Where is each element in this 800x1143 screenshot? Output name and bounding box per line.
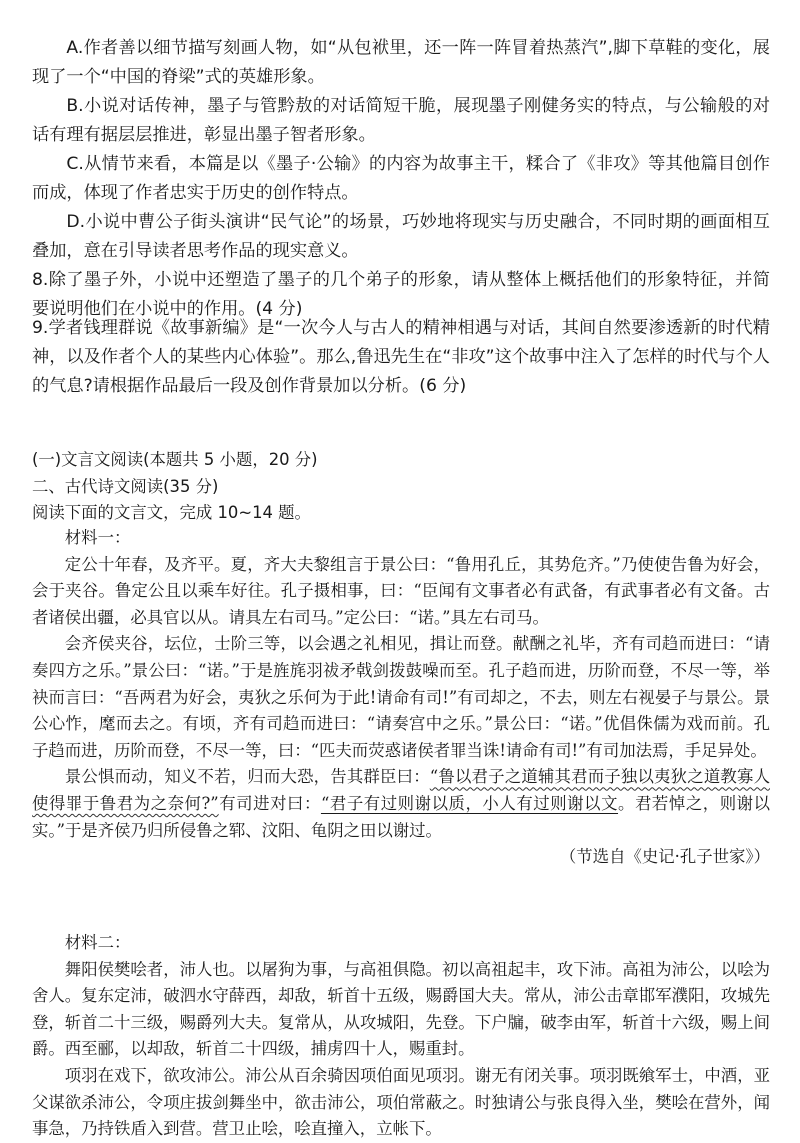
material-one-paragraph-2: 会齐侯夹谷，坛位，士阶三等，以会遇之礼相见，揖让而登。献酬之礼毕，齐有司趋而进曰：“请奏四方之乐。”景公曰：“诺。”于是旌旄羽祓矛戟剑拨鼓噪而至。孔子趋而进，历阶而登，不尽一等，举袂而言曰：“吾两君为好会，夷狄之乐何为于此!请命有司!”有司却之，不去，则左右视晏子与景公。景公心怍，麾而去之。有顷，齐有司趋而进曰：“请奏宫中之乐。”景公曰：“诺。”优倡侏儒为戏而前。孔子趋而进，历阶而登，不尽一等，曰：“匹夫而荧惑诸侯者罪当诛!请命有司!”有司加法焉，手足异处。 (32, 634, 770, 760)
material-one (32, 525, 770, 871)
question-8: 8.除了墨子外，小说中还塑造了墨子的几个弟子的形象，请从整体上概括他们的形象特征，并简要说明他们在小说中的作用。(4 分) (32, 270, 770, 319)
material-two-paragraph-1: 舞阳侯樊哙者，沛人也。以屠狗为事，与高祖俱隐。初以高祖起丰，攻下沛。高祖为沛公，以哙为舍人。复东定沛，破泗水守薛西，却敌，斩首十五级，赐爵国大夫。常从，沛公击章邯军濮阳，攻城先登，斩首二十三级，赐爵列大夫。复常从，从攻城阳，先登。下户牖，破李由军，斩首十六级，赐上间爵。西至郦，以却敌，斩首二十四级，捕虏四十人，赐重封。 (32, 959, 770, 1059)
question-9-block (32, 314, 770, 401)
option-a: A.作者善以细节描写刻画人物，如“从包袱里，还一阵一阵冒着热蒸汽”,脚下草鞋的变化，展现了一个“中国的脊梁”式的英雄形象。 (32, 38, 770, 87)
option-d: D.小说中曹公子街头演讲“民气论”的场景，巧妙地将现实与历史融合，不同时期的画面相互叠加，意在引导读者思考作品的现实意义。 (32, 212, 770, 261)
paragraph-3-end: 。君若悼之，则谢以实。”于是齐侯乃归所侵鲁之郓、汶阳、龟阴之田以谢过。 (32, 793, 771, 840)
material-two-paragraph-2: 项羽在戏下，欲攻沛公。沛公从百余骑因项伯面见项羽。谢无有闭关事。项羽既飨军士，中酒，亚父谋欲杀沛公，令项庄拔剑舞坐中，欲击沛公，项伯常蔽之。时独请公与张良得入坐，樊哙在营外，闻事急，乃持铁盾入到营。营卫止哙，哙直撞入，立帐下。 (32, 1065, 770, 1139)
material-one-paragraph-3 (32, 764, 770, 844)
paragraph-3-mid: 有司进对曰： (218, 793, 321, 813)
material-one-label: 材料一： (64, 528, 131, 547)
underlined-sentence: “君子有过则谢以质，小人有过则谢以文 (320, 793, 619, 813)
question-9: 9.学者钱理群说《故事新编》是“一次今人与古人的精神相遇与对话，其间自然要渗透新的时代精神，以及作者个人的某些内心体验”。那么,鲁迅先生在“非攻”这个故事中注入了怎样的时代与个人的气息?请根据作品最后一段及创作背景加以分析。(6 分) (32, 318, 770, 396)
reading-instruction: 阅读下面的文言文，完成 10~14 题。 (32, 503, 311, 522)
option-c: C.从情节来看，本篇是以《墨子·公输》的内容为故事主干，糅合了《非攻》等其他篇目创作而成，体现了作者忠实于历史的创作特点。 (32, 154, 770, 203)
section-classical-prose: (一)文言文阅读(本题共 5 小题，20 分) (32, 450, 318, 469)
wavy-underlined-sentence: “鲁以君子之道辅其君而子独以夷狄之道教寡人使得罪于鲁君为之奈何?” (32, 767, 770, 813)
material-one-paragraph-1: 定公十年春，及齐平。夏，齐大夫黎组言于景公曰：“鲁用孔丘，其势危齐。”乃使使告鲁为好会，会于夹谷。鲁定公且以乘车好往。孔子摄相事，曰：“臣闻有文事者必有武备，有武事者必有文备。古者诸侯出疆，必具官以从。请具左右司马。”定公曰：“诺。”具左右司马。 (32, 554, 770, 627)
section-headings (32, 447, 770, 527)
paragraph-3-start: 景公惧而动，知义不若，归而大恐，告其群臣曰： (64, 767, 430, 787)
question-7-options (32, 34, 770, 324)
material-two-label: 材料二： (64, 933, 131, 952)
section-ancient-poetry: 二、古代诗文阅读(35 分) (32, 476, 219, 496)
material-one-source: （节选自《史记·孔子世家》） (559, 847, 770, 867)
option-b: B.小说对话传神，墨子与管黔敖的对话简短干脆，展现墨子刚健务实的特点，与公输般的对话有理有据层层推进，彰显出墨子智者形象。 (32, 96, 770, 145)
material-two (32, 930, 770, 1143)
